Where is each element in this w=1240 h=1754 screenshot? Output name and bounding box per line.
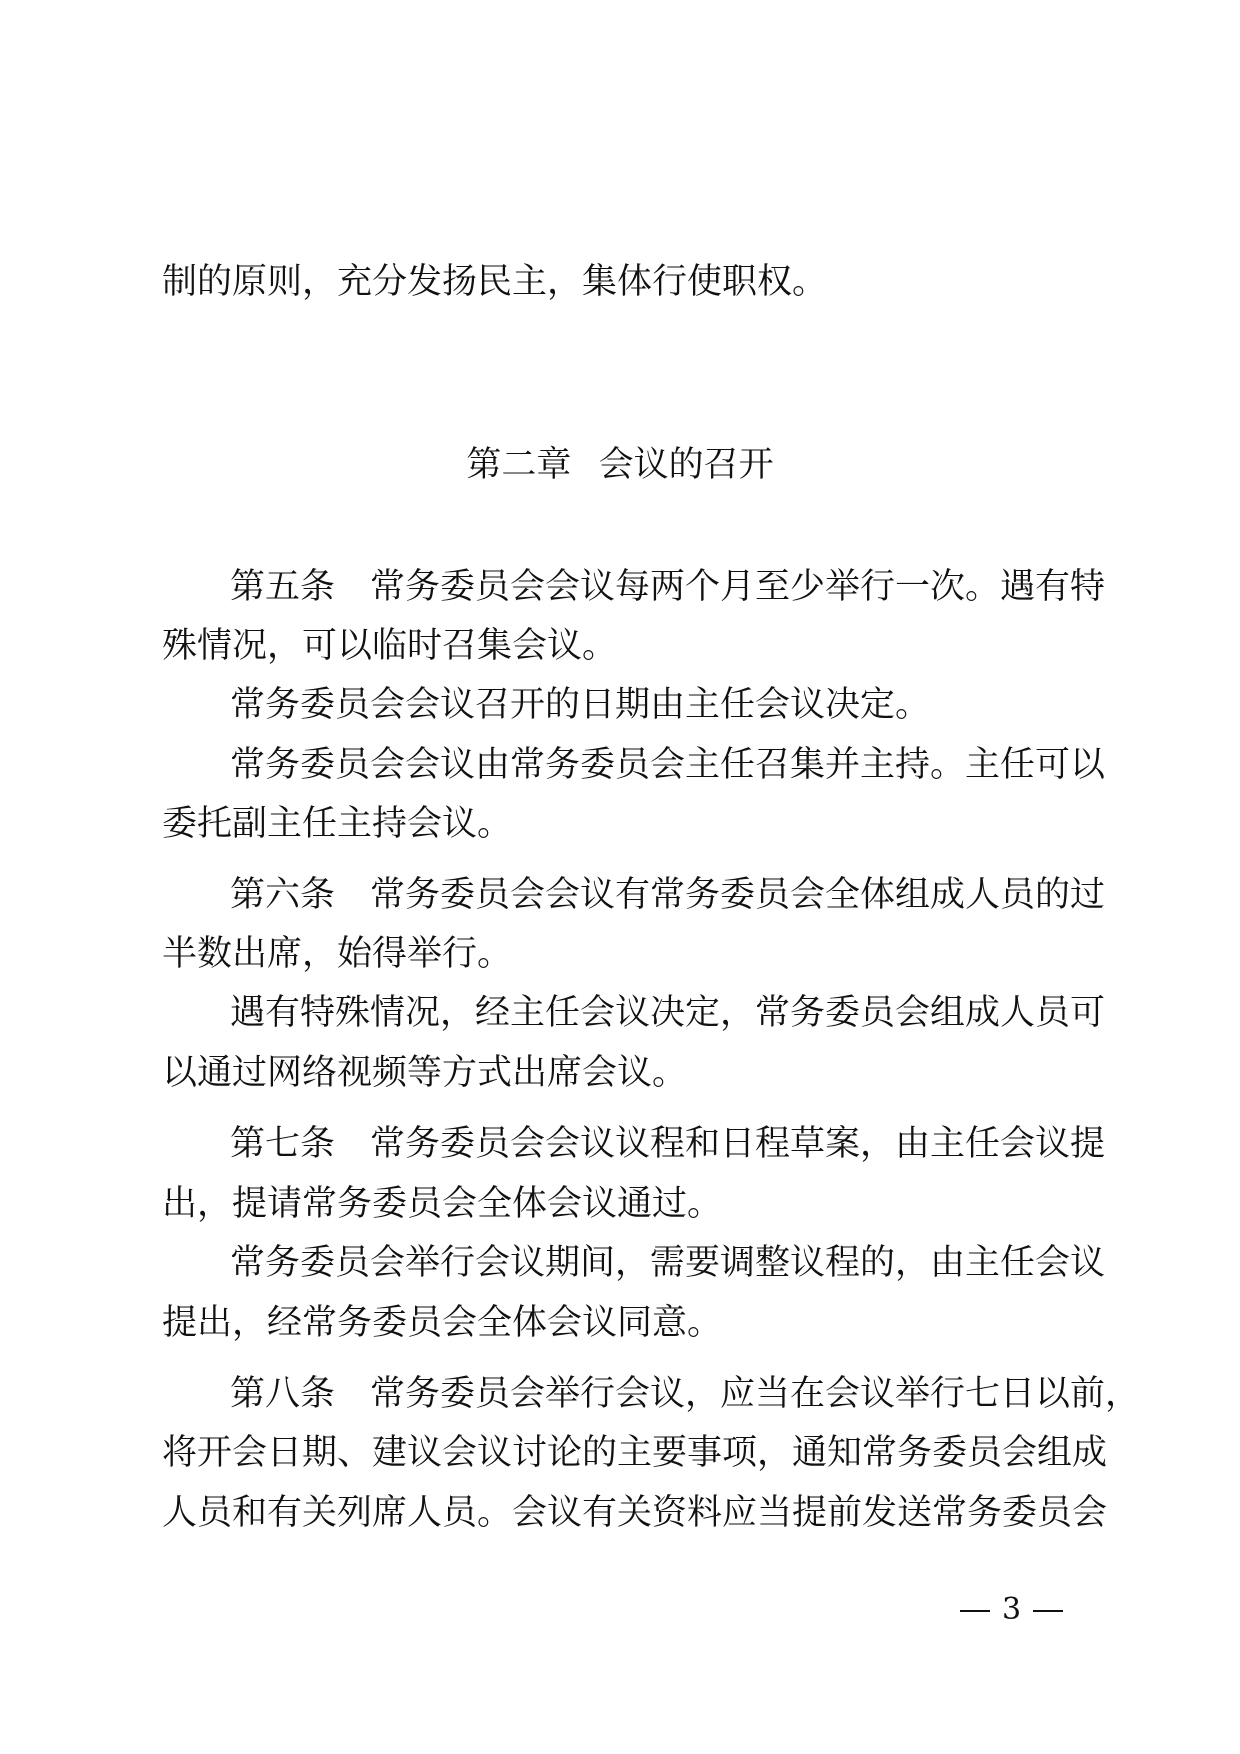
paragraph-line: 常务委员会举行会议期间，需要调整议程的，由主任会议 xyxy=(230,1243,1106,1283)
chapter-number: 第二章 xyxy=(466,445,572,485)
paragraph-line: 提出，经常务委员会全体会议同意。 xyxy=(162,1303,723,1343)
article-7-line-2: 出，提请常务委员会全体会议通过。 xyxy=(162,1184,723,1224)
article-8-line-3: 人员和有关列席人员。会议有关资料应当提前发送常务委员会 xyxy=(162,1493,1108,1533)
page-number-value: 3 xyxy=(1002,1592,1022,1627)
paragraph-line: 以通过网络视频等方式出席会议。 xyxy=(162,1053,688,1093)
paragraph-line: 常务委员会会议由常务委员会主任召集并主持。主任可以 xyxy=(230,745,1106,785)
paragraph-line: 委托副主任主持会议。 xyxy=(162,804,513,844)
page-number-dash-left xyxy=(960,1610,990,1612)
article-6-line-1: 第六条 常务委员会会议有常务委员会全体组成人员的过 xyxy=(230,875,1106,915)
page-number xyxy=(948,1590,1075,1630)
article-7-line-1: 第七条 常务委员会会议议程和日程草案，由主任会议提 xyxy=(230,1124,1106,1164)
article-8-line-2: 将开会日期、建议会议讨论的主要事项，通知常务委员会组成 xyxy=(162,1433,1108,1473)
page-number-dash-right xyxy=(1033,1610,1063,1612)
article-5-line-1: 第五条 常务委员会会议每两个月至少举行一次。遇有特 xyxy=(230,567,1106,607)
article-5-line-2: 殊情况，可以临时召集会议。 xyxy=(162,626,618,666)
paragraph-line: 遇有特殊情况，经主任会议决定，常务委员会组成人员可 xyxy=(230,993,1106,1033)
article-8-line-1: 第八条 常务委员会举行会议，应当在会议举行七日以前， xyxy=(230,1374,1141,1414)
chapter-heading xyxy=(0,441,1240,489)
chapter-title: 会议的召开 xyxy=(598,445,774,485)
paragraph-line: 常务委员会会议召开的日期由主任会议决定。 xyxy=(230,685,931,725)
paragraph-line: 制的原则，充分发扬民主，集体行使职权。 xyxy=(162,262,828,302)
article-6-line-2: 半数出席，始得举行。 xyxy=(162,934,513,974)
